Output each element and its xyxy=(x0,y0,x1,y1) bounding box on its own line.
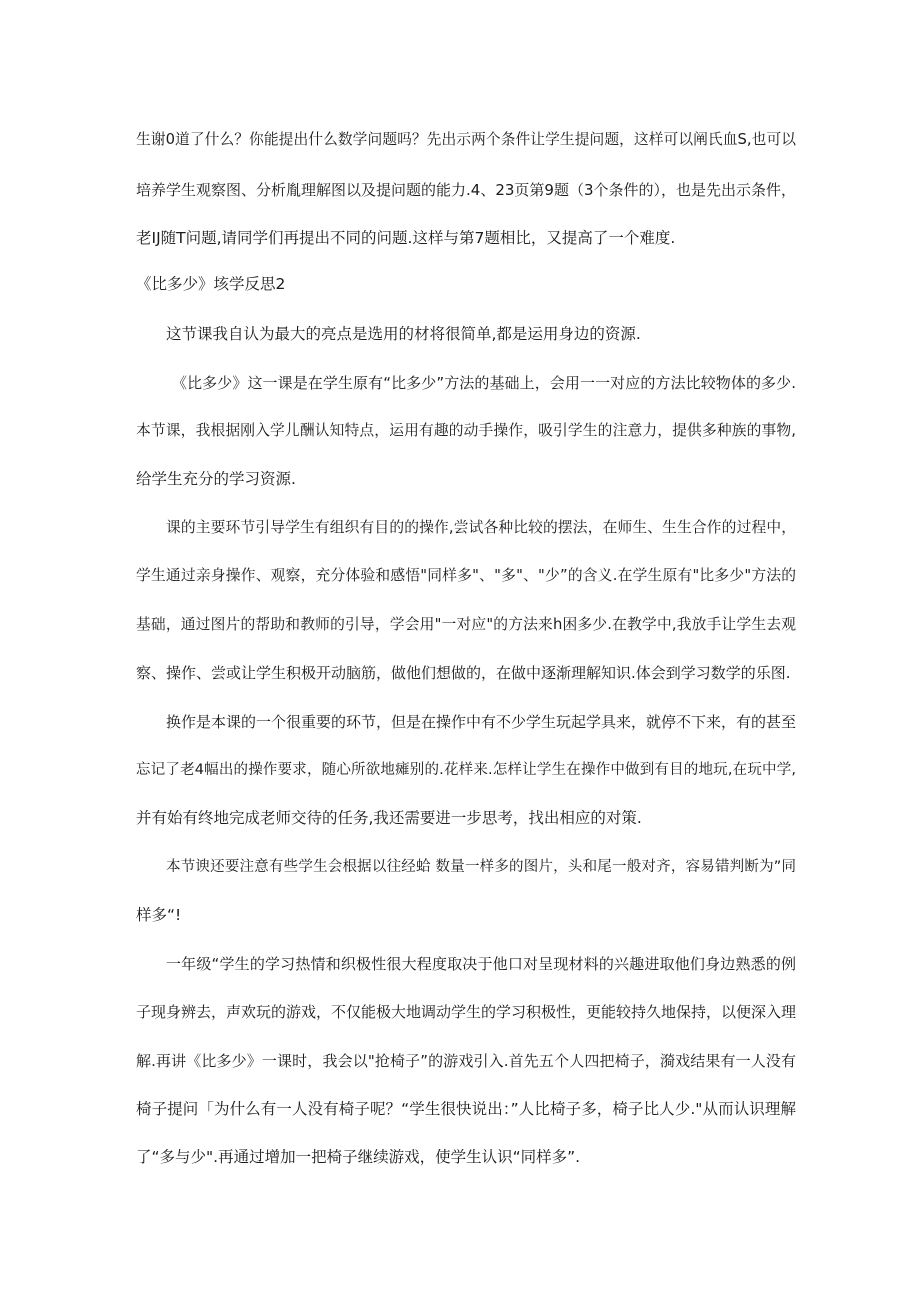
text-line: 本节课，我根据刚入学儿酬认知特点，运用有趣的动手操作，吸引学生的注意力，提供多种族的事物, xyxy=(136,422,796,439)
text-line: 子现身辨去，声欢玩的游戏，不仅能极大地调动学生的学习积极性，更能较持久地保持，以便深入理 xyxy=(136,1003,797,1021)
text-line: 基础，通过图片的帮助和教师的引导，学会用"一对应"的方法来h困多少.在教学中,我放手让学生去观 xyxy=(136,616,796,633)
text-line: 给学生充分的学习资源. xyxy=(136,470,296,488)
text-line: 老IJ随T问题,请同学们再提出不同的问题.这样与第7题相比，又提高了一个难度. xyxy=(136,229,676,247)
text-line: 并有始有终地完成老师交待的任务,我还需要进一步思考，找出相应的对策. xyxy=(136,809,642,827)
text-line: 样多“! xyxy=(136,906,182,924)
text-line: 本节谀还要注意有些学生会根据以往经蛤 数量一样多的图片，头和尾一般对齐，容易错判断为”同 xyxy=(166,859,796,875)
text-line: 椅子提问「为什么有一人没有椅子呢？“学生很快说出：”人比椅子多，椅子比人少."从而认识理解 xyxy=(136,1100,796,1118)
text-line: 培养学生观察图、分析胤理解图以及提问题的能力.4、23页第9题（3个条件的），也是先出示条件， xyxy=(136,181,796,199)
text-line: 一年级“学生的学习热情和织极性很大程度取决于他口对呈现材料的兴趣进取他们身边熟悉的例 xyxy=(166,955,796,973)
text-line: 了“多与少".再通过增加一把椅子继续游戏，使学生认识“同样多”. xyxy=(136,1148,581,1166)
text-line: 课的主要环节引导学生有组织有目的的操作,尝试各种比较的摆法，在师生、生生合作的过程中， xyxy=(166,519,796,536)
text-line: 这节课我自认为最大的亮点是选用的材将很简单,都是运用身边的资源. xyxy=(166,325,641,343)
text-line: 学生通过亲身操作、观察，充分体验和感悟"同样多"、"多"、"少”的含义.在学生原有"比多少"方法的 xyxy=(136,567,796,584)
text-line: 察、操作、尝或让学生积极开动脑筋，做他们想做的，在做中逐渐理解知识.体会到学习数学的乐图. xyxy=(136,664,791,682)
text-line: 《比多少》这一课是在学生原有“比多少”方法的基础上，会用一一对应的方法比较物体的多少. xyxy=(172,374,796,392)
text-line: 解.再讲《比多少》一课时，我会以"抢椅子”的游戏引入.首先五个人四把椅子，漪戏结果有一人没有 xyxy=(136,1052,796,1070)
text-line: 换作是本课的一个很重要的环节，但是在操作中有不少学生玩起学具来，就停不下来，有的甚至 xyxy=(166,713,797,731)
text-line: 忘记了老4幅出的操作要求，随心所欲地瘫别的.花样来.怎样让学生在操作中做到有目的地玩,在玩中学, xyxy=(136,762,796,778)
section-title: 《比多少》垓学反思2 xyxy=(136,275,286,293)
text-line: 生谢0道了什么？你能提出什么数学问题吗？先出示两个条件让学生提问题，这样可以阐氏血S,也可以 xyxy=(136,131,796,148)
